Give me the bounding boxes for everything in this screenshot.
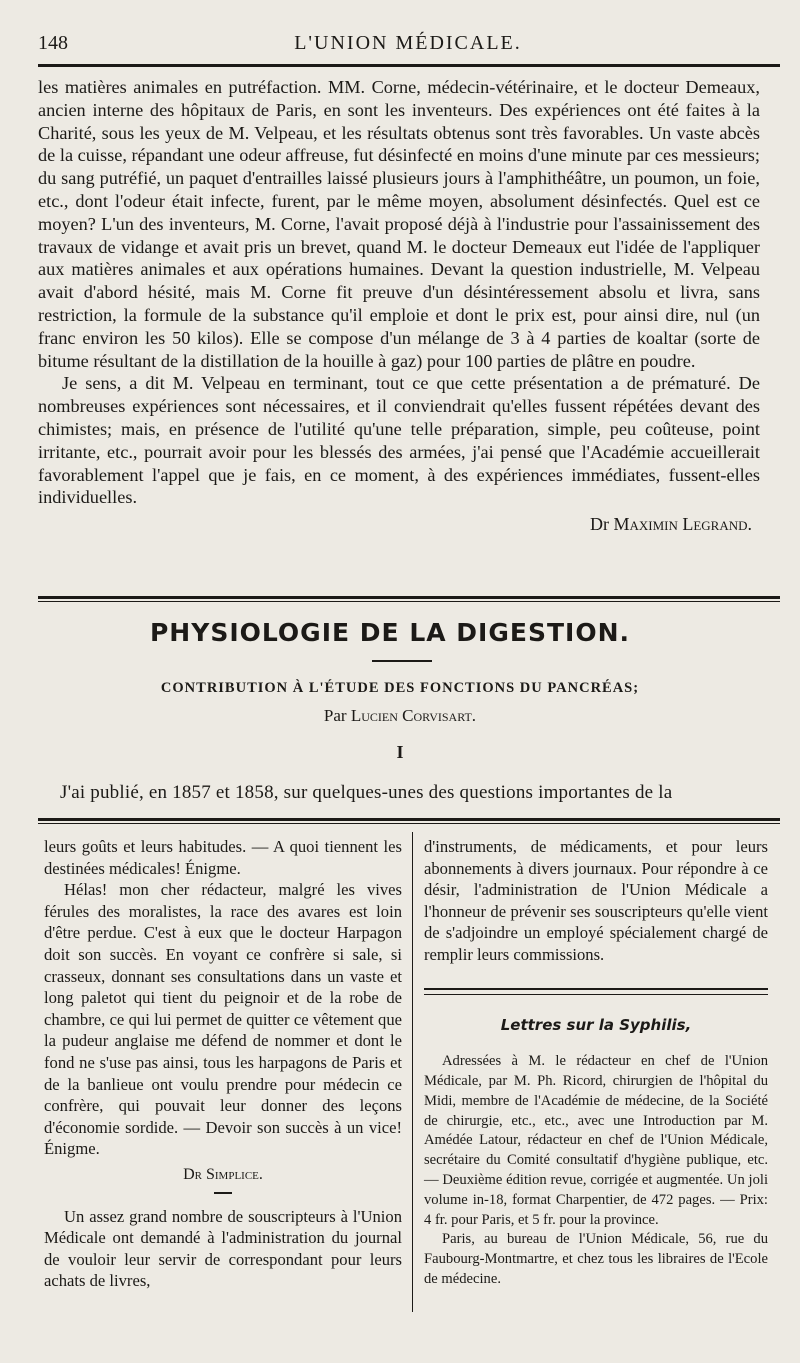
section-first-line: J'ai publié, en 1857 et 1858, sur quelques-unes des questions importantes de la <box>60 782 673 803</box>
feuilleton-rule <box>38 818 780 824</box>
signature-name: Maximin Legrand. <box>613 514 752 535</box>
left-separator <box>214 1192 232 1194</box>
article-paragraph-2: Je sens, a dit M. Velpeau en terminant, tout ce que cette présentation a de prématuré. De nombreuses expériences sont nécessaires, et il conviendrait qu'elles fussent répétées devant des chimistes; mais, en présence de l'utilité qu'une telle préparation, simple, peu coûteuse, point irritante, etc., pourrait avoir pour les blessés des armées, j'ai pensé que l'Académie accueillerait favorablement l'appel que je fais, en ce moment, à des expériences immédiates, fussent-elles individuelles. <box>38 373 760 508</box>
article-continuation <box>38 76 760 536</box>
article-paragraph-1: les matières animales en putréfaction. MM. Corne, médecin-vétérinaire, et le docteur Demeaux, ancien interne des hôpitaux de Paris, en sont les inventeurs. Des expériences ont été faites à la Charité, sous les yeux de M. Velpeau, et les résultats obtenus sont très favorables. Un vaste abcès de la cuisse, répandant une odeur affreuse, fut désinfecté en moins d'une minute par ces messieurs; du sang putréfié, un paquet d'entrailles laissé plusieurs jours à l'amphithéâtre, un poumon, un foie, etc., dont l'odeur était infecte, furent, par le même moyen, absolument désinfectés. Quel est ce moyen? L'un des inventeurs, M. Corne, l'avait proposé déjà à l'industrie pour l'assainissement des travaux de vidange et avait pris un brevet, quand M. le docteur Demeaux eut l'idée de l'appliquer aux matières animales et aux opérations humaines. Devant la question industrielle, M. Velpeau avait d'abord hésité, mais M. Corne fit preuve d'un désintéressement absolu et livra, sans restriction, la formule de la substance qu'il emploie et dont le prix est, pour ainsi dire, nul (un franc environ les 50 kilos). Elle se compose d'un mélange de 3 à 4 parties de koaltar (sorte de bitume résultant de la distillation de la houille à gaz) pour 100 parties de plâtre en poudre. <box>38 77 760 371</box>
section-title: PHYSIOLOGIE DE LA DIGESTION. <box>149 618 630 647</box>
right-rule <box>424 988 768 995</box>
ad-title: Lettres sur la Syphilis, <box>500 1015 692 1034</box>
ad-paragraph-1: Adressées à M. le rédacteur en chef de l'Union Médicale, par M. Ph. Ricord, chirurgien de l'hôpital du Midi, membre de l'Académie de médecine, de la Société de chirurgie, etc., etc., avec une Introduction par M. Amédée Latour, rédacteur en chef de l'Union Médicale, secrétaire du Comité consultatif d'hygiène publique, etc. — Deuxième édition revue, corrigée et augmentée. Un joli volume in-18, format Charpentier, de 472 pages. — Prix: 4 fr. pour Paris, et 5 fr. pour la province. <box>424 1053 768 1228</box>
article-signature <box>38 513 760 536</box>
left-column <box>44 836 402 1292</box>
page-header <box>38 28 778 58</box>
right-notice-continued: d'instruments, de médicaments, et pour leurs abonnements à divers journaux. Pour répondre à ce désir, l'administration de l'Union Médicale a l'honneur de prévenir ses souscripteurs qu'elle vient de s'adjoindre un employé spécialement chargé de remplir leurs commissions. <box>424 837 768 964</box>
left-paragraph-2: Hélas! mon cher rédacteur, malgré les vives férules des moralistes, la race des avares est loin d'être perdue. C'est à eux que le docteur Harpagon doit son succès. En voyant ce confrère si sale, si crasseux, donnant ses consultations dans un vaste et long paletot qui tient du peignoir et de la robe de chambre, ce qui lui permet de quitter ce vêtement que la pudeur anglaise me défend de nommer et dont le fond ne s'use pas ainsi, tous les harpagons de Paris et de la banlieue ont voulu prendre pour médecin ce confrère, qui pouvait leur donner des leçons d'économie sordide. — Devoir son succès à un vice! Énigme. <box>44 880 402 1159</box>
section-rule <box>38 596 780 602</box>
byline-name: Lucien Corvisart. <box>350 706 477 725</box>
section-subtitle: CONTRIBUTION À L'ÉTUDE DES FONCTIONS DU PANCRÉAS; <box>160 680 640 696</box>
ad-body <box>424 1052 768 1290</box>
left-notice: Un assez grand nombre de souscripteurs à l'Union Médicale ont demandé à l'administration du journal de vouloir leur servir de correspondant pour leurs achats de livres, <box>44 1206 402 1291</box>
section-byline <box>0 706 800 726</box>
running-title: L'UNION MÉDICALE. <box>294 32 522 54</box>
page-number: 148 <box>38 32 68 54</box>
left-paragraph-1: leurs goûts et leurs habitudes. — A quoi tiennent les destinées médicales! Énigme. <box>44 837 402 878</box>
left-signature: Dr Simplice. <box>183 1165 263 1183</box>
right-column <box>424 836 768 1290</box>
section-numeral: I <box>396 742 404 762</box>
title-underline <box>372 660 432 662</box>
signature-prefix: Dr <box>589 514 609 535</box>
column-divider <box>412 832 413 1312</box>
ad-paragraph-2: Paris, au bureau de l'Union Médicale, 56, rue du Faubourg-Montmartre, et chez tous les libraires de l'Ecole de médecine. <box>424 1231 768 1287</box>
byline-prefix: Par <box>323 706 347 725</box>
header-rule <box>38 64 780 67</box>
